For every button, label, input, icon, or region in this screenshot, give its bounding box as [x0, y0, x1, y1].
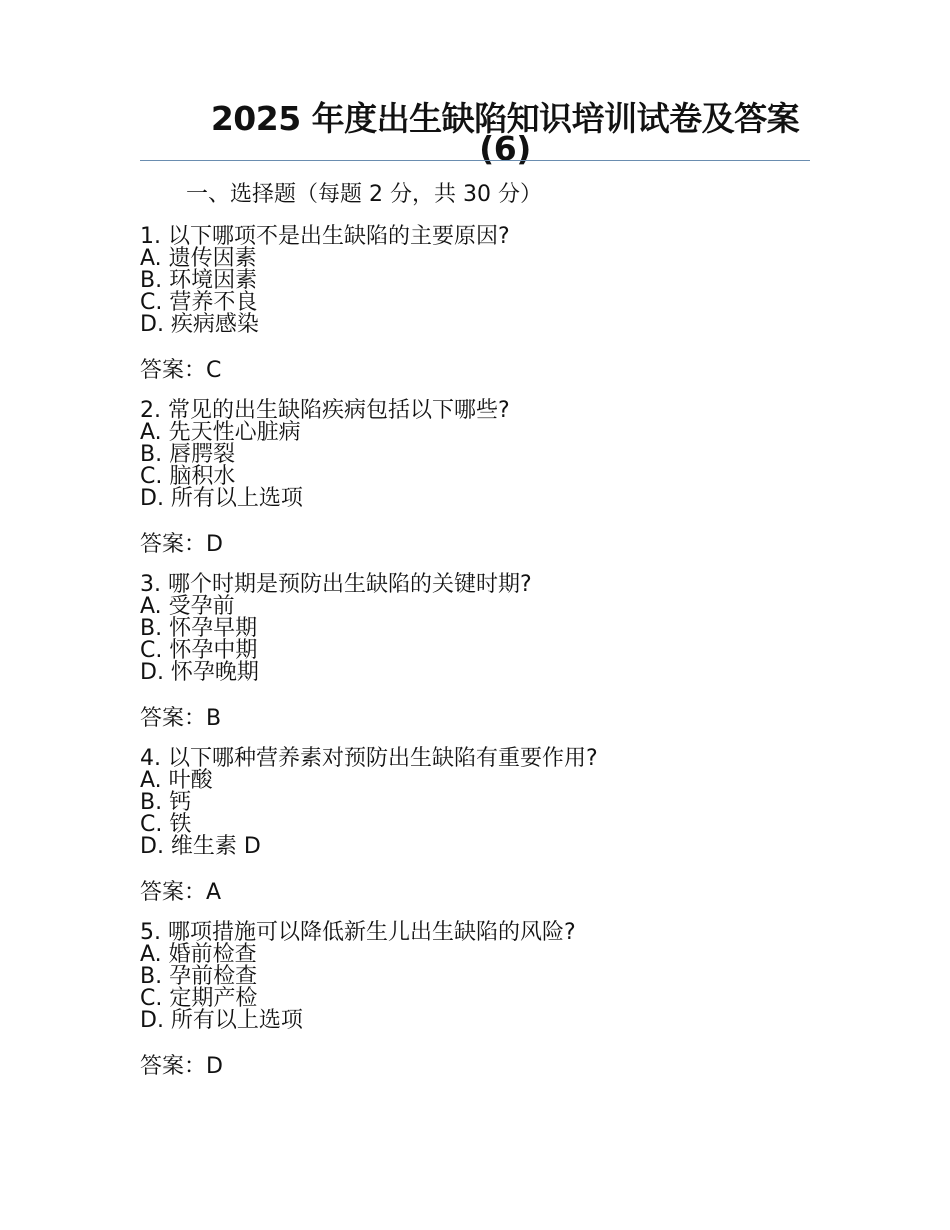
option-b: B. 怀孕早期: [140, 616, 258, 641]
option-b: B. 钙: [140, 790, 192, 815]
title-divider: [140, 160, 810, 161]
answer-text: 答案：B: [140, 706, 222, 731]
question-5: [140, 922, 840, 1096]
option-b: B. 孕前检查: [140, 964, 258, 989]
option-c: C. 铁: [140, 812, 192, 837]
option-b: B. 环境因素: [140, 268, 258, 293]
question-stem: 1. 以下哪项不是出生缺陷的主要原因?: [140, 224, 510, 249]
option-d: D. 维生素 D: [140, 834, 261, 859]
question-stem: 4. 以下哪种营养素对预防出生缺陷有重要作用?: [140, 746, 598, 771]
option-d: D. 怀孕晚期: [140, 660, 259, 685]
question-1: [140, 226, 840, 400]
option-a: A. 婚前检查: [140, 942, 257, 967]
document-title: 2025 年度出生缺陷知识培训试卷及答案(6): [210, 99, 800, 168]
option-d: D. 疾病感染: [140, 312, 259, 337]
question-3: [140, 574, 840, 748]
question-stem: 3. 哪个时期是预防出生缺陷的关键时期?: [140, 572, 532, 597]
answer-text: 答案：A: [140, 880, 222, 905]
option-a: A. 先天性心脏病: [140, 420, 301, 445]
answer-text: 答案：D: [140, 1054, 223, 1079]
question-list: [140, 226, 840, 1096]
option-a: A. 叶酸: [140, 768, 213, 793]
answer-text: 答案：D: [140, 532, 223, 557]
option-d: D. 所有以上选项: [140, 1008, 303, 1033]
option-d: D. 所有以上选项: [140, 486, 303, 511]
question-stem: 5. 哪项措施可以降低新生儿出生缺陷的风险?: [140, 920, 576, 945]
answer-text: 答案：C: [140, 358, 222, 383]
option-c: C. 脑积水: [140, 464, 236, 489]
option-c: C. 营养不良: [140, 290, 258, 315]
option-a: A. 受孕前: [140, 594, 235, 619]
section-heading: 一、选择题（每题 2 分，共 30 分）: [186, 182, 542, 207]
question-2: [140, 400, 840, 574]
question-stem: 2. 常见的出生缺陷疾病包括以下哪些?: [140, 398, 510, 423]
question-4: [140, 748, 840, 922]
option-a: A. 遗传因素: [140, 246, 257, 271]
option-c: C. 怀孕中期: [140, 638, 258, 663]
option-c: C. 定期产检: [140, 986, 258, 1011]
option-b: B. 唇腭裂: [140, 442, 236, 467]
